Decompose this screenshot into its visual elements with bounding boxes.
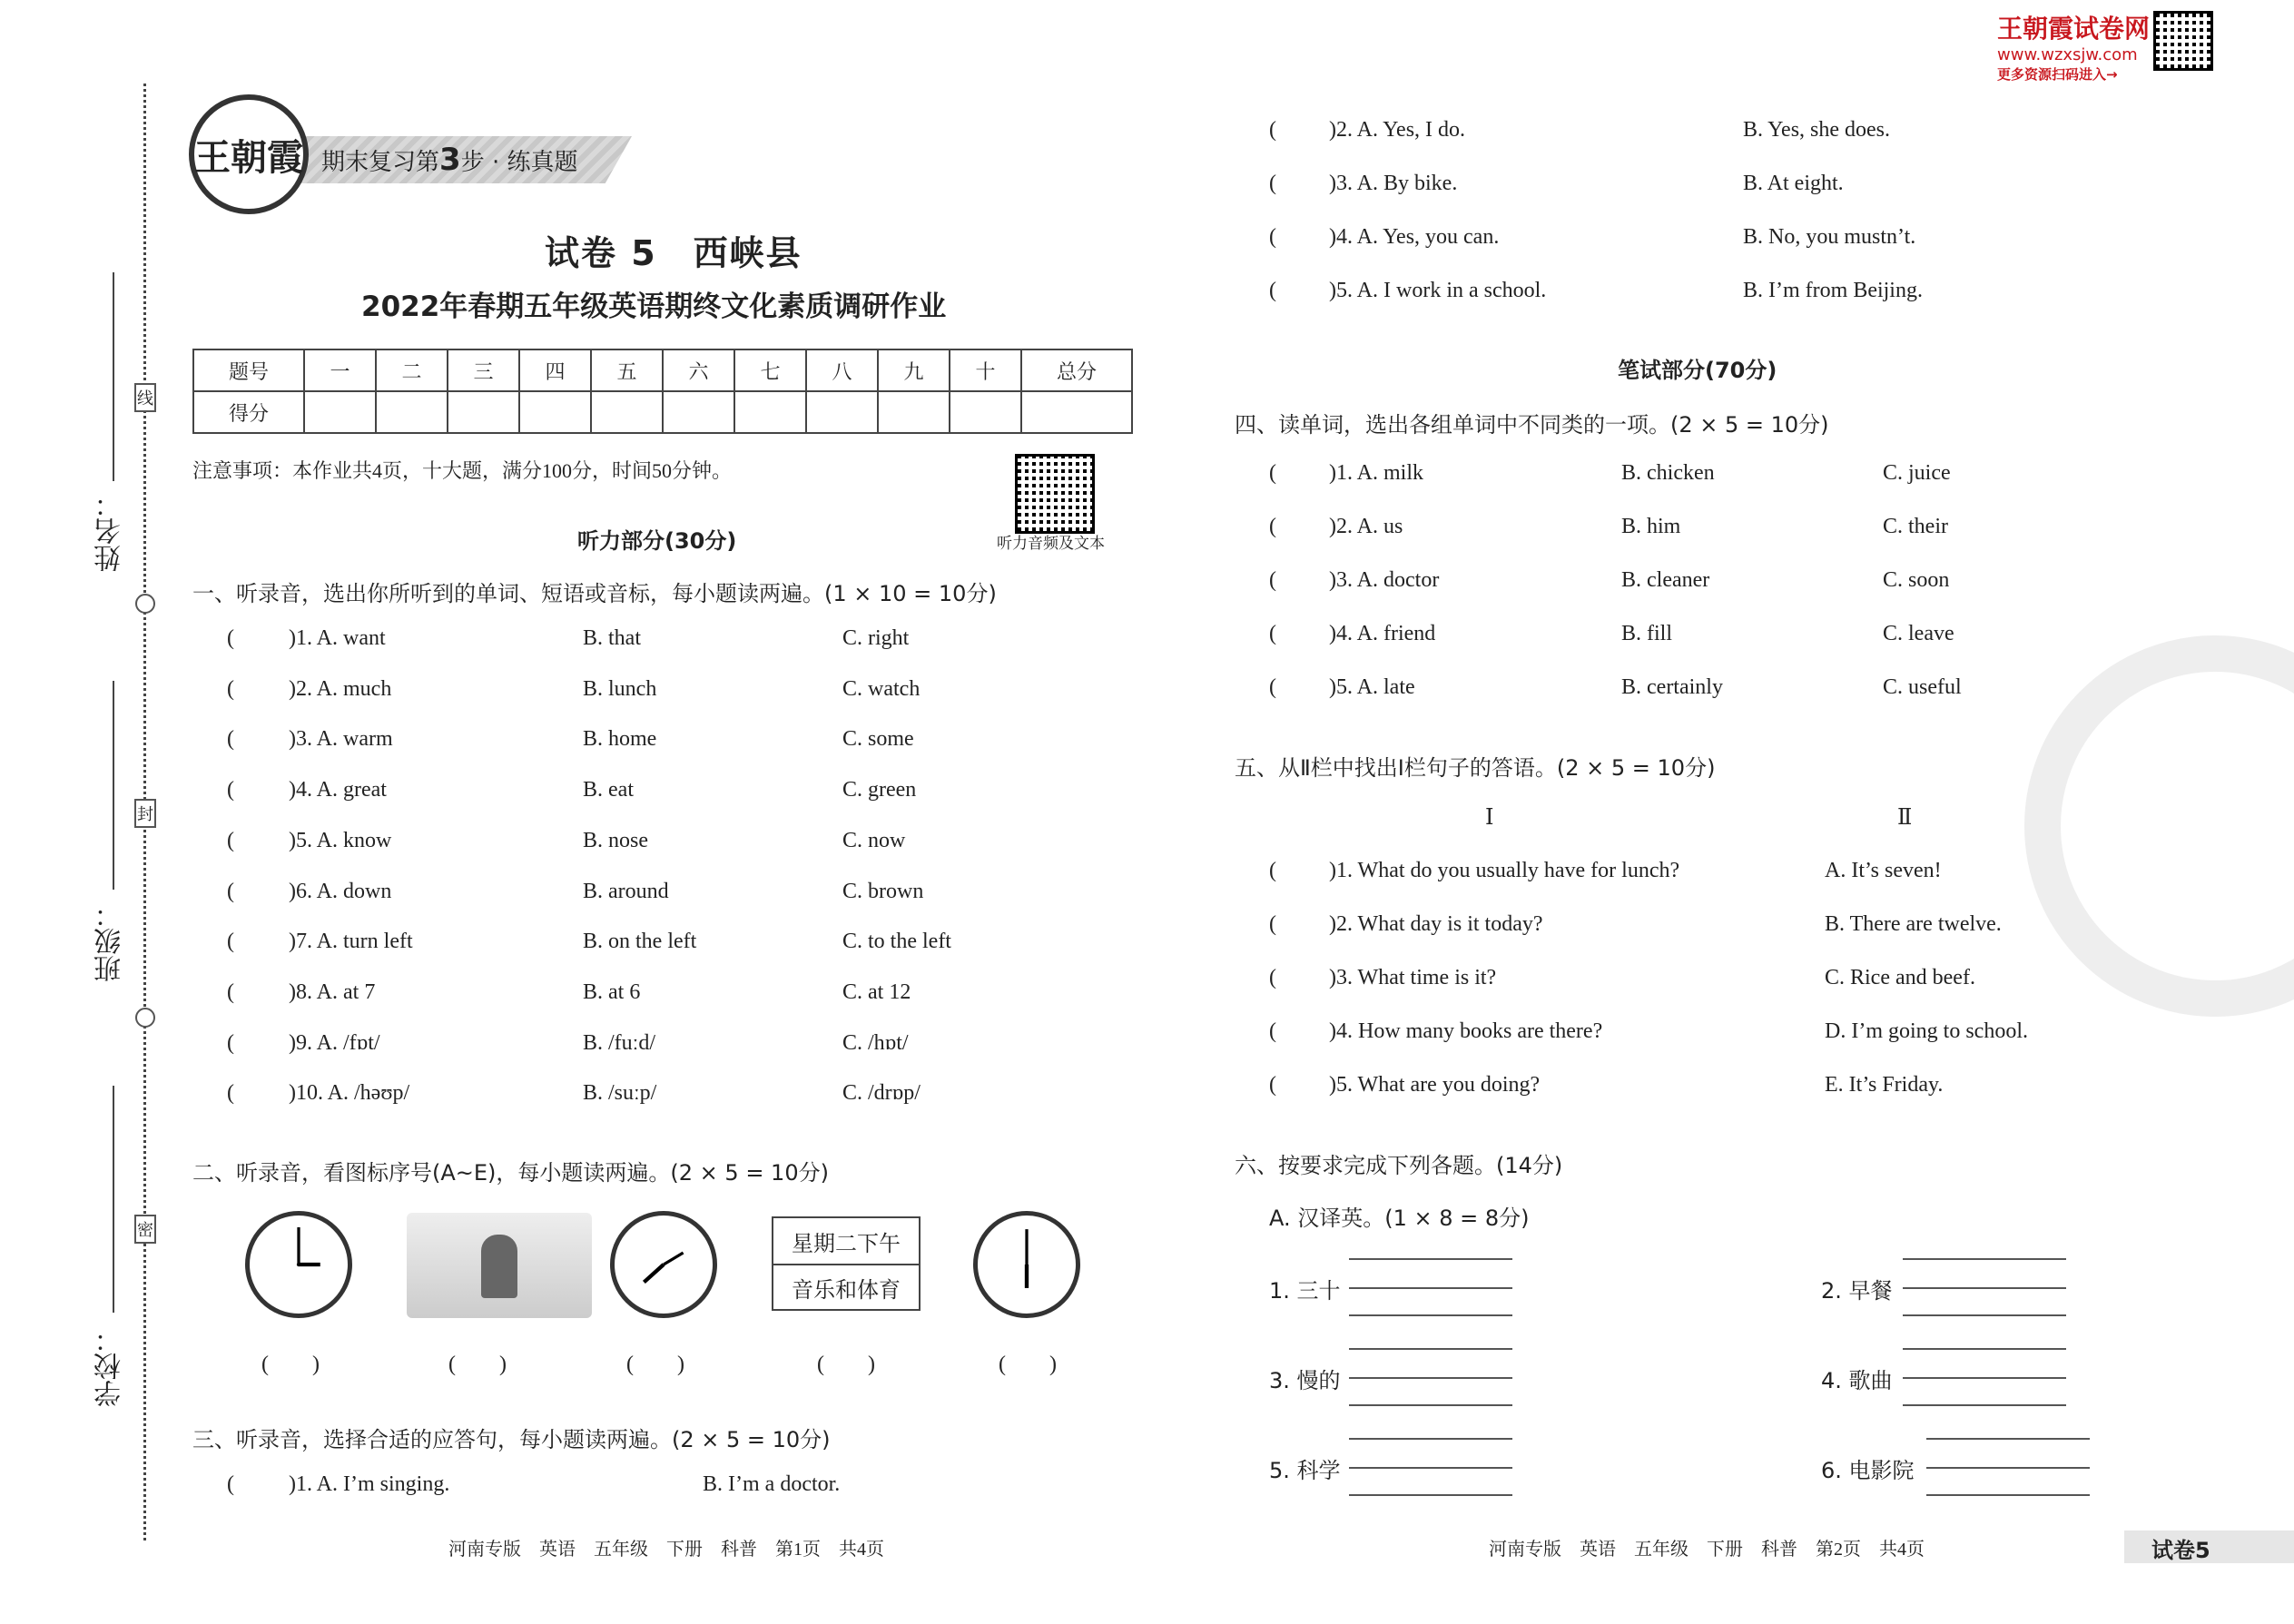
option-a: )5. A. I work in a school.	[1329, 279, 1547, 302]
option-a: )3. A. doctor	[1329, 568, 1440, 592]
schedule-card	[772, 1216, 921, 1311]
crosswalk-picture	[407, 1213, 592, 1318]
answer-bracket[interactable]: (	[227, 879, 234, 903]
answer-bracket[interactable]: (	[1269, 1019, 1276, 1043]
question-text: )3. What time is it?	[1329, 966, 1497, 989]
paper-subtitle: 2022年春期五年级英语期终文化素质调研作业	[361, 290, 947, 323]
answer-bracket[interactable]: (	[1269, 118, 1276, 142]
score-cell[interactable]	[663, 391, 734, 433]
option-b: B. cleaner	[1621, 568, 1710, 592]
section-3-title: 三、听录音，选择合适的应答句，每小题读两遍。(2 × 5 = 10分)	[192, 1427, 831, 1452]
score-cell[interactable]	[448, 391, 519, 433]
option-a: )7. A. turn left	[289, 930, 413, 954]
option-b: B. at 6	[583, 979, 641, 1004]
option-a: )4. A. great	[289, 778, 387, 802]
binding-ring	[135, 1008, 155, 1028]
answer-bracket[interactable]: (	[1269, 912, 1276, 936]
answer-line[interactable]	[1903, 1314, 2066, 1316]
writing-heading: 笔试部分(70分)	[1618, 358, 1777, 383]
answer-bracket[interactable]: ( )	[817, 1353, 875, 1376]
score-table	[192, 349, 1133, 434]
option-b: B. him	[1621, 515, 1681, 538]
class-field[interactable]	[113, 681, 114, 890]
answer-option: D. I’m going to school.	[1825, 1019, 2028, 1043]
option-a: )4. A. friend	[1329, 622, 1436, 645]
answer-bracket[interactable]: (	[227, 778, 234, 802]
answer-line[interactable]	[1349, 1377, 1512, 1379]
header-cell: 五	[591, 349, 663, 391]
brand-qr-code[interactable]	[2153, 11, 2213, 71]
answer-bracket[interactable]: (	[1269, 515, 1276, 538]
option-b: B. fill	[1621, 622, 1673, 645]
option-b: B. I’m a doctor.	[703, 1472, 841, 1496]
answer-line[interactable]	[1349, 1287, 1512, 1289]
answer-line[interactable]	[1349, 1314, 1512, 1316]
class-label: 班级：	[94, 901, 126, 982]
option-c: C. watch	[842, 676, 921, 701]
option-c: C. leave	[1883, 622, 1954, 645]
answer-option: A. It’s seven!	[1825, 859, 1942, 882]
answer-line[interactable]	[1926, 1494, 2090, 1496]
answer-bracket[interactable]: ( )	[261, 1353, 320, 1376]
answer-option: C. Rice and beef.	[1825, 966, 1975, 989]
header-cell: 七	[734, 349, 806, 391]
option-b: B. eat	[583, 778, 634, 802]
schedule-day: 星期二下午	[773, 1218, 919, 1265]
answer-line[interactable]	[1903, 1348, 2066, 1350]
answer-bracket[interactable]: (	[1269, 568, 1276, 592]
answer-bracket[interactable]: (	[227, 828, 234, 852]
option-c: C. soon	[1883, 568, 1950, 592]
chinese-word: 1. 三十	[1269, 1278, 1341, 1304]
option-a: )2. A. much	[289, 676, 392, 701]
seal-char-secret: 密	[134, 1215, 156, 1244]
header-cell: 八	[806, 349, 878, 391]
option-b: B. At eight.	[1743, 172, 1844, 195]
answer-bracket[interactable]: (	[227, 1081, 234, 1106]
score-cell[interactable]	[806, 391, 878, 433]
clock-icon	[610, 1211, 717, 1318]
answer-bracket[interactable]: (	[227, 1030, 234, 1055]
option-b: B. lunch	[583, 676, 657, 701]
chinese-word: 2. 早餐	[1821, 1278, 1893, 1304]
score-value-row	[193, 391, 1132, 433]
header-cell: 题号	[193, 349, 304, 391]
option-a: )8. A. at 7	[289, 979, 376, 1004]
option-b: B. home	[583, 727, 657, 752]
step-label: 期末复习第3步 · 练真题	[321, 142, 578, 178]
brand-tagline: 更多资源扫码进入→	[1997, 66, 2118, 83]
chinese-word: 3. 慢的	[1269, 1368, 1341, 1393]
question-text: )2. What day is it today?	[1329, 912, 1543, 936]
option-c: C. useful	[1883, 675, 1962, 699]
answer-bracket[interactable]: (	[1269, 966, 1276, 989]
answer-line[interactable]	[1903, 1404, 2066, 1406]
option-b: B. /fuːd/	[583, 1030, 656, 1055]
answer-line[interactable]	[1926, 1467, 2090, 1469]
answer-bracket[interactable]: (	[1269, 172, 1276, 195]
chinese-word: 4. 歌曲	[1821, 1368, 1893, 1393]
column-1-heading: Ⅰ	[1485, 806, 1494, 830]
option-c: C. their	[1883, 515, 1948, 538]
brand-url: www.wzxsjw.com	[1997, 45, 2138, 64]
section-2-title: 二、听录音，看图标序号(A~E)，每小题读两遍。(2 × 5 = 10分)	[192, 1160, 829, 1186]
answer-bracket[interactable]: ( )	[448, 1353, 507, 1376]
answer-line[interactable]	[1349, 1467, 1512, 1469]
answer-bracket[interactable]: (	[227, 1472, 234, 1496]
option-a: )1. A. I’m singing.	[289, 1472, 450, 1496]
seal-char-line: 线	[134, 383, 156, 412]
answer-bracket[interactable]: (	[1269, 1073, 1276, 1097]
option-c: C. to the left	[842, 930, 951, 954]
answer-line[interactable]	[1349, 1258, 1512, 1260]
footer-left: 河南专版 英语 五年级 下册 科普 第1页 共4页	[448, 1540, 884, 1560]
option-a: )5. A. late	[1329, 675, 1415, 699]
option-a: )1. A. want	[289, 626, 386, 650]
option-b: B. I’m from Beijing.	[1743, 279, 1923, 302]
column-2-heading: Ⅱ	[1897, 806, 1913, 830]
brand-logo: 王朝霞	[189, 94, 309, 214]
schedule-subject: 音乐和体育	[792, 1276, 901, 1303]
section-5-title: 五、从Ⅱ栏中找出Ⅰ栏句子的答语。(2 × 5 = 10分)	[1235, 755, 1716, 781]
answer-option: E. It’s Friday.	[1825, 1073, 1944, 1097]
option-b: B. on the left	[583, 930, 697, 954]
option-a: )2. A. us	[1329, 515, 1403, 538]
option-c: C. right	[842, 626, 910, 650]
audio-qr-code[interactable]	[1015, 454, 1095, 534]
option-c: C. brown	[842, 879, 924, 903]
option-a: )4. A. Yes, you can.	[1329, 225, 1500, 249]
answer-line[interactable]	[1349, 1438, 1512, 1440]
answer-line[interactable]	[1349, 1348, 1512, 1350]
name-field[interactable]	[113, 272, 114, 481]
clock-icon	[973, 1211, 1080, 1318]
section-1-title: 一、听录音，选出你所听到的单词、短语或音标，每小题读两遍。(1 × 10 = 10分)	[192, 581, 997, 606]
school-label: 学校：	[94, 1325, 126, 1407]
answer-bracket[interactable]: ( )	[999, 1353, 1057, 1376]
section-4-title: 四、读单词，选出各组单词中不同类的一项。(2 × 5 = 10分)	[1235, 412, 1829, 438]
option-b: B. No, you mustn’t.	[1743, 225, 1916, 249]
answer-bracket[interactable]: (	[1269, 225, 1276, 249]
score-label-cell: 得分	[193, 391, 304, 433]
answer-line[interactable]	[1349, 1404, 1512, 1406]
section-6-subtitle: A. 汉译英。(1 × 8 = 8分)	[1269, 1206, 1530, 1231]
option-a: )3. A. warm	[289, 727, 393, 752]
score-cell[interactable]	[950, 391, 1021, 433]
binding-ring	[135, 594, 155, 614]
chinese-word: 6. 电影院	[1821, 1458, 1915, 1483]
brand-header	[1997, 9, 2150, 84]
brand-name: 王朝霞试卷网	[1997, 14, 2151, 44]
chinese-word: 5. 科学	[1269, 1458, 1341, 1483]
answer-line[interactable]	[1903, 1258, 2066, 1260]
answer-bracket[interactable]: (	[227, 626, 234, 650]
option-a: )3. A. By bike.	[1329, 172, 1458, 195]
section-6-title: 六、按要求完成下列各题。(14分)	[1235, 1153, 1563, 1178]
answer-bracket[interactable]: ( )	[626, 1353, 684, 1376]
paper-title: 试卷 5 西峡县	[545, 233, 802, 273]
option-b: B. certainly	[1621, 675, 1723, 699]
option-a: )2. A. Yes, I do.	[1329, 118, 1466, 142]
header-cell: 十	[950, 349, 1021, 391]
paper-label: 试卷5	[2151, 1538, 2210, 1563]
option-a: )6. A. down	[289, 879, 392, 903]
option-a: )5. A. know	[289, 828, 392, 852]
answer-line[interactable]	[1903, 1377, 2066, 1379]
score-cell[interactable]	[591, 391, 663, 433]
answer-bracket[interactable]: (	[227, 930, 234, 954]
boy-figure	[481, 1235, 517, 1298]
question-text: )4. How many books are there?	[1329, 1019, 1603, 1043]
option-b: B. that	[583, 626, 641, 650]
footer-right: 河南专版 英语 五年级 下册 科普 第2页 共4页	[1489, 1540, 1925, 1560]
listening-heading: 听力部分(30分)	[577, 528, 737, 554]
option-c: C. /hɒt/	[842, 1030, 909, 1055]
score-cell[interactable]	[1021, 391, 1132, 433]
answer-bracket[interactable]: (	[227, 979, 234, 1004]
answer-bracket[interactable]: (	[1269, 675, 1276, 699]
score-cell[interactable]	[304, 391, 376, 433]
option-a: )10. A. /həʊp/	[289, 1081, 410, 1106]
answer-option: B. There are twelve.	[1825, 912, 2002, 936]
option-c: C. juice	[1883, 461, 1951, 485]
option-b: B. /suːp/	[583, 1081, 657, 1106]
clock-icon	[245, 1211, 352, 1318]
answer-bracket[interactable]: (	[1269, 859, 1276, 882]
header-cell: 六	[663, 349, 734, 391]
name-label: 姓名：	[94, 490, 126, 572]
answer-line[interactable]	[1926, 1438, 2090, 1440]
option-b: B. around	[583, 879, 669, 903]
option-c: C. at 12	[842, 979, 911, 1004]
question-text: )5. What are you doing?	[1329, 1073, 1541, 1097]
header-cell: 四	[519, 349, 591, 391]
score-header-row	[193, 349, 1132, 391]
answer-bracket[interactable]: (	[227, 727, 234, 752]
seal-char-seal: 封	[134, 799, 156, 828]
option-c: C. green	[842, 778, 917, 802]
option-a: )1. A. milk	[1329, 461, 1424, 485]
score-cell[interactable]	[878, 391, 950, 433]
score-cell[interactable]	[519, 391, 591, 433]
option-b: B. chicken	[1621, 461, 1715, 485]
option-c: C. some	[842, 727, 914, 752]
answer-line[interactable]	[1903, 1287, 2066, 1289]
answer-line[interactable]	[1349, 1494, 1512, 1496]
watermark-seal	[2024, 635, 2294, 1017]
answer-bracket[interactable]: (	[1269, 461, 1276, 485]
question-text: )1. What do you usually have for lunch?	[1329, 859, 1680, 882]
score-cell[interactable]	[734, 391, 806, 433]
answer-bracket[interactable]: (	[227, 676, 234, 701]
answer-bracket[interactable]: (	[1269, 622, 1276, 645]
header-cell: 总分	[1021, 349, 1132, 391]
option-c: C. now	[842, 828, 906, 852]
qr-caption: 听力音频及文本	[997, 535, 1105, 552]
header-cell: 二	[376, 349, 448, 391]
header-cell: 三	[448, 349, 519, 391]
option-a: )9. A. /fɒt/	[289, 1030, 380, 1055]
option-b: B. nose	[583, 828, 648, 852]
instructions-note: 注意事项：本作业共4页，十大题，满分100分，时间50分钟。	[192, 459, 733, 482]
score-cell[interactable]	[376, 391, 448, 433]
school-field[interactable]	[113, 1086, 114, 1313]
header-cell: 九	[878, 349, 950, 391]
header-cell: 一	[304, 349, 376, 391]
option-c: C. /drɒp/	[842, 1081, 921, 1106]
option-b: B. Yes, she does.	[1743, 118, 1891, 142]
answer-bracket[interactable]: (	[1269, 279, 1276, 302]
